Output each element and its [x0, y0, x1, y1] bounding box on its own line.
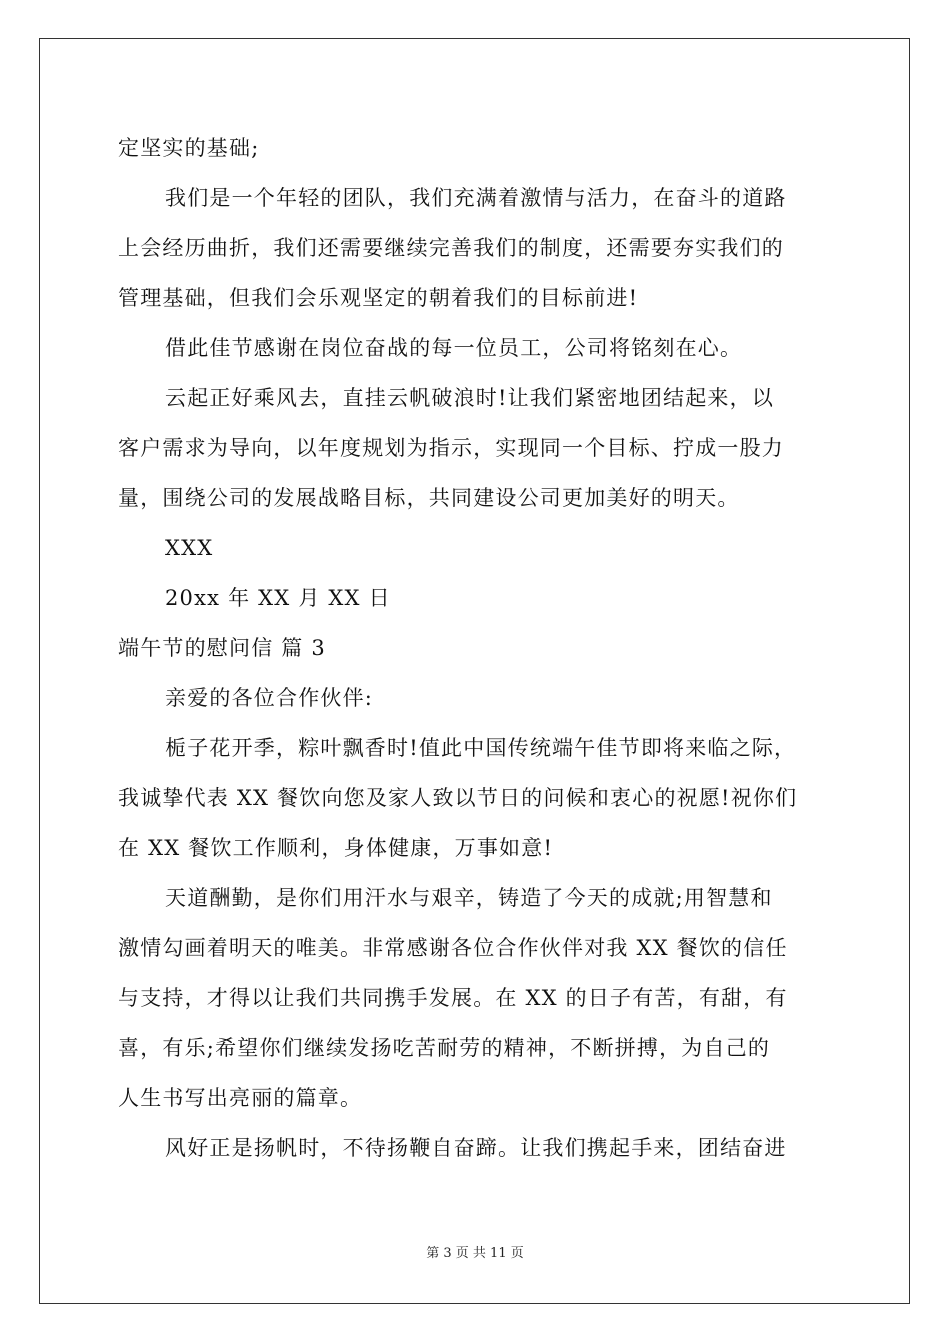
text-line: 天道酬勤，是你们用汗水与艰辛，铸造了今天的成就;用智慧和	[165, 886, 773, 910]
text-line: 喜，有乐;希望你们继续发扬吃苦耐劳的精神，不断拼搏，为自己的	[118, 1036, 771, 1060]
page-footer: 第 3 页 共 11 页	[426, 1246, 524, 1261]
text-line: 与支持，才得以让我们共同携手发展。在 XX 的日子有苦，有甜，有	[118, 986, 788, 1010]
signature-name: XXX	[165, 536, 214, 560]
text-line: 客户需求为导向，以年度规划为指示，实现同一个目标、拧成一股力	[118, 436, 784, 460]
text-line: 人生书写出亮丽的篇章。	[118, 1086, 363, 1110]
text-line: 云起正好乘风去，直挂云帆破浪时!让我们紧密地团结起来，以	[165, 386, 775, 410]
text-line: 在 XX 餐饮工作顺利，身体健康，万事如意!	[118, 836, 554, 860]
text-line: 上会经历曲折，我们还需要继续完善我们的制度，还需要夯实我们的	[118, 236, 784, 260]
text-line: 我们是一个年轻的团队，我们充满着激情与活力，在奋斗的道路	[165, 186, 787, 210]
text-line: 栀子花开季，粽叶飘香时!值此中国传统端午佳节即将来临之际，	[165, 736, 797, 760]
text-line: 管理基础，但我们会乐观坚定的朝着我们的目标前进!	[118, 286, 639, 310]
text-line: 借此佳节感谢在岗位奋战的每一位员工，公司将铭刻在心。	[165, 336, 743, 360]
signature-date: 20xx 年 XX 月 XX 日	[165, 586, 391, 610]
text-line: 我诚挚代表 XX 餐饮向您及家人致以节日的问候和衷心的祝愿!祝你们	[118, 786, 798, 810]
section-heading: 端午节的慰问信 篇 3	[118, 636, 326, 660]
text-line: 风好正是扬帆时，不待扬鞭自奋蹄。让我们携起手来，团结奋进	[165, 1136, 787, 1160]
salutation: 亲爱的各位合作伙伴:	[165, 686, 374, 710]
page-border	[39, 38, 910, 1304]
text-line: 定坚实的基础;	[118, 136, 260, 160]
text-line: 量，围绕公司的发展战略目标，共同建设公司更加美好的明天。	[118, 486, 740, 510]
text-line: 激情勾画着明天的唯美。非常感谢各位合作伙伴对我 XX 餐饮的信任	[118, 936, 788, 960]
